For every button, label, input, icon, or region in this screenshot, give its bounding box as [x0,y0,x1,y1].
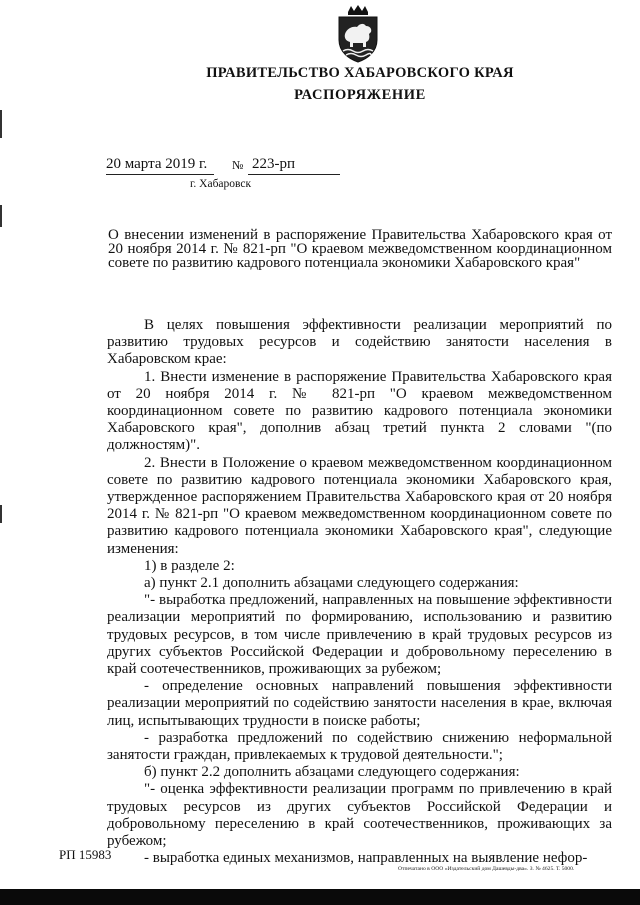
paragraph: 2. Внести в Положение о краевом межведомственном координационном совете по развитию кадрового потенциала экономики Хабаровского края, утвержденное распоряжением Правительства Хабаровского края от 20 ноября 2014 г. № 821-рп "О краевом межведомственном координационном совете по развитию кадрового потенциала экономики Хабаровского края", следующие изменения: [107,454,612,557]
date-underline [106,174,214,175]
document-number: 223-рп [252,156,296,172]
paragraph: - разработка предложений по содействию снижению неформальной занятости граждан, привлекаемых к трудовой деятельности."; [107,729,612,764]
document-id: РП 15983 [59,847,112,862]
body-text [107,317,612,868]
scan-edge-mark [0,110,2,138]
scan-bottom-band [0,889,640,905]
document-type: РАСПОРЯЖЕНИЕ [294,87,426,103]
paragraph: - определение основных направлений повышения эффективности реализации мероприятий по содействию занятости населения в крае, включая лиц, испытывающих трудности в поиске работы; [107,678,612,729]
number-underline [248,174,340,175]
number-sign: № [232,158,244,172]
document-date: 20 марта 2019 г. [106,156,208,172]
paragraph: б) пункт 2.2 дополнить абзацами следующего содержания: [144,764,520,781]
paragraph: - выработка единых механизмов, направленных на выявление нефор- [144,850,588,867]
scan-edge-mark [0,505,2,523]
paragraph: 1. Внести изменение в распоряжение Правительства Хабаровского края от 20 ноября 2014 г. № 821-рп "О краевом межведомственном координационном совете по развитию кадрового потенциала экономики Хабаровского края", дополнив абзац третий пункта 2 словами "(по должностям)". [107,368,612,454]
subject: О внесении изменений в распоряжение Правительства Хабаровского края от 20 ноября 2014 г. № 821-рп "О краевом межведомственном координационном совете по развитию кадрового потенциала экономики Хабаровского края" [108,227,612,271]
paragraph: "- оценка эффективности реализации программ по привлечению в край трудовых ресурсов из других субъектов Российской Федерации и добровольному переселению в край соотечественников, проживающих за рубежом; [107,781,612,850]
paragraph: а) пункт 2.1 дополнить абзацами следующего содержания: [144,575,519,592]
paragraph: "- выработка предложений, направленных на повышение эффективности реализации мероприятий по формированию, использованию и развитию трудовых ресурсов, в том числе привлечению в край трудовых ресурсов из других субъектов Российской Федерации и добровольному переселению в край соотечественников, проживающих за рубежом; [107,592,612,678]
khabarovsk-coat-of-arms-icon [333,4,383,64]
government-title: ПРАВИТЕЛЬСТВО ХАБАРОВСКОГО КРАЯ [206,65,514,81]
printer-note: Отпечатано в ООО «Издательский дом Дашевды-два». З. № 4625. Т. 5000. [398,866,575,872]
paragraph: 1) в разделе 2: [144,557,235,574]
scan-edge-mark [0,205,2,227]
city: г. Хабаровск [190,178,252,190]
paragraph: В целях повышения эффективности реализации мероприятий по развитию трудовых ресурсов и содействию занятости населения в Хабаровском крае: [107,317,612,368]
